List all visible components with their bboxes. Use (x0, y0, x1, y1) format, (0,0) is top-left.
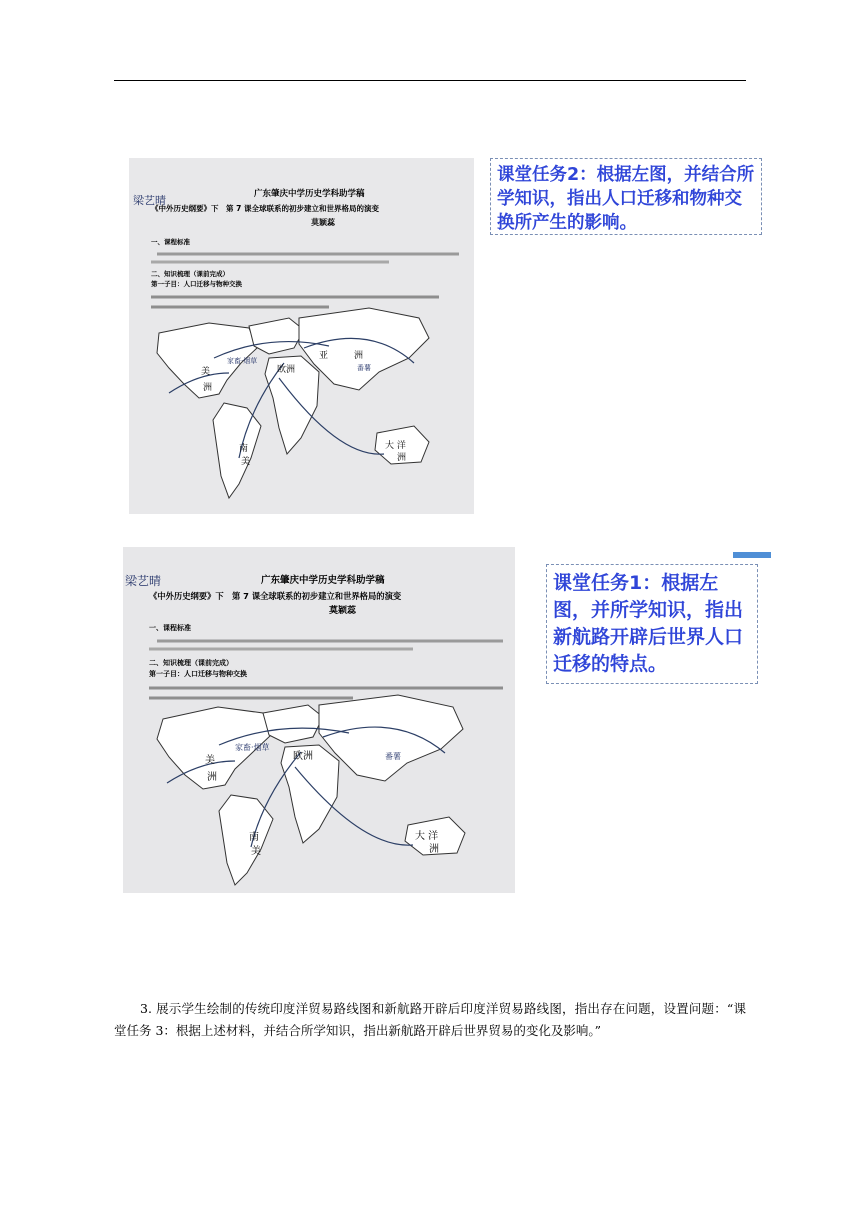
signature-handwriting: 梁艺晴 (133, 194, 166, 207)
worksheet-author: 莫颖蕊 (329, 606, 357, 616)
handwritten-note-livestock: 家畜·烟草 (227, 357, 258, 365)
label-europe: 欧洲 (277, 365, 296, 375)
body-paragraph: 3. 展示学生绘制的传统印度洋贸易路线图和新航路开辟后印度洋贸易路线图，指出存在问题，设置问题：“课堂任务 3：根据上述材料，并结合所学知识，指出新航路开辟后世界贸易的变化及影响。” (114, 1000, 746, 1038)
worksheet-subtitle: 《中外历史纲要》下 第 7 课全球联系的初步建立和世界格局的演变 (149, 591, 402, 601)
task2-callout (490, 158, 762, 235)
handwritten-note-sweet-potato: 番薯 (357, 364, 371, 372)
section-standard: 一、课程标准 (151, 238, 190, 246)
worksheet-title: 广东肇庆中学历史学科助学稿 (261, 575, 385, 586)
section-knowledge: 二、知识梳理（课前完成） (149, 659, 233, 667)
subsection-migration: 第一子目：人口迁移与物种交换 (151, 280, 242, 288)
label-america-zhou: 洲 (203, 383, 213, 393)
worksheet-author: 莫颖蕊 (311, 218, 335, 227)
task2-text: 课堂任务2：根据左图，并结合所学知识，指出人口迁移和物种交换所产生的影响。 (497, 165, 755, 233)
handwritten-note-livestock: 家畜·烟草 (235, 743, 270, 752)
label-oceania-zhou: 洲 (429, 844, 439, 855)
handwritten-note-sweet-potato: 番薯 (385, 752, 401, 761)
header-rule (114, 80, 746, 81)
label-oceania: 大 洋 (415, 831, 439, 842)
label-asia: 亚 (319, 351, 329, 361)
label-asia-zhou: 洲 (354, 351, 364, 361)
task1-callout (546, 564, 758, 684)
worksheet-photo-bottom (123, 547, 515, 893)
label-america: 美 (201, 367, 211, 377)
worksheet-title: 广东肇庆中学历史学科助学稿 (254, 189, 365, 199)
label-america-zhou: 洲 (207, 772, 217, 783)
label-oceania-zhou: 洲 (397, 453, 407, 463)
section-knowledge: 二、知识梳理（课前完成） (151, 270, 229, 278)
label-oceania: 大 洋 (385, 441, 406, 451)
label-america: 美 (205, 755, 215, 766)
callout-accent-bar (733, 552, 771, 558)
label-south: 南 (249, 832, 259, 843)
worksheet-subtitle: 《中外历史纲要》下 第 7 课全球联系的初步建立和世界格局的演变 (151, 204, 379, 213)
subsection-migration: 第一子目：人口迁移与物种交换 (149, 670, 247, 678)
task1-text: 课堂任务1：根据左图，并所学知识，指出新航路开辟后世界人口迁移的特点。 (553, 572, 744, 675)
label-south: 南 (239, 444, 249, 454)
label-south-america: 美 (251, 846, 261, 857)
label-south-america: 美 (241, 457, 251, 467)
signature-handwriting: 梁艺晴 (125, 574, 162, 588)
section-standard: 一、课程标准 (149, 624, 191, 632)
worksheet-photo-top (129, 158, 474, 514)
label-europe: 欧洲 (293, 751, 313, 762)
